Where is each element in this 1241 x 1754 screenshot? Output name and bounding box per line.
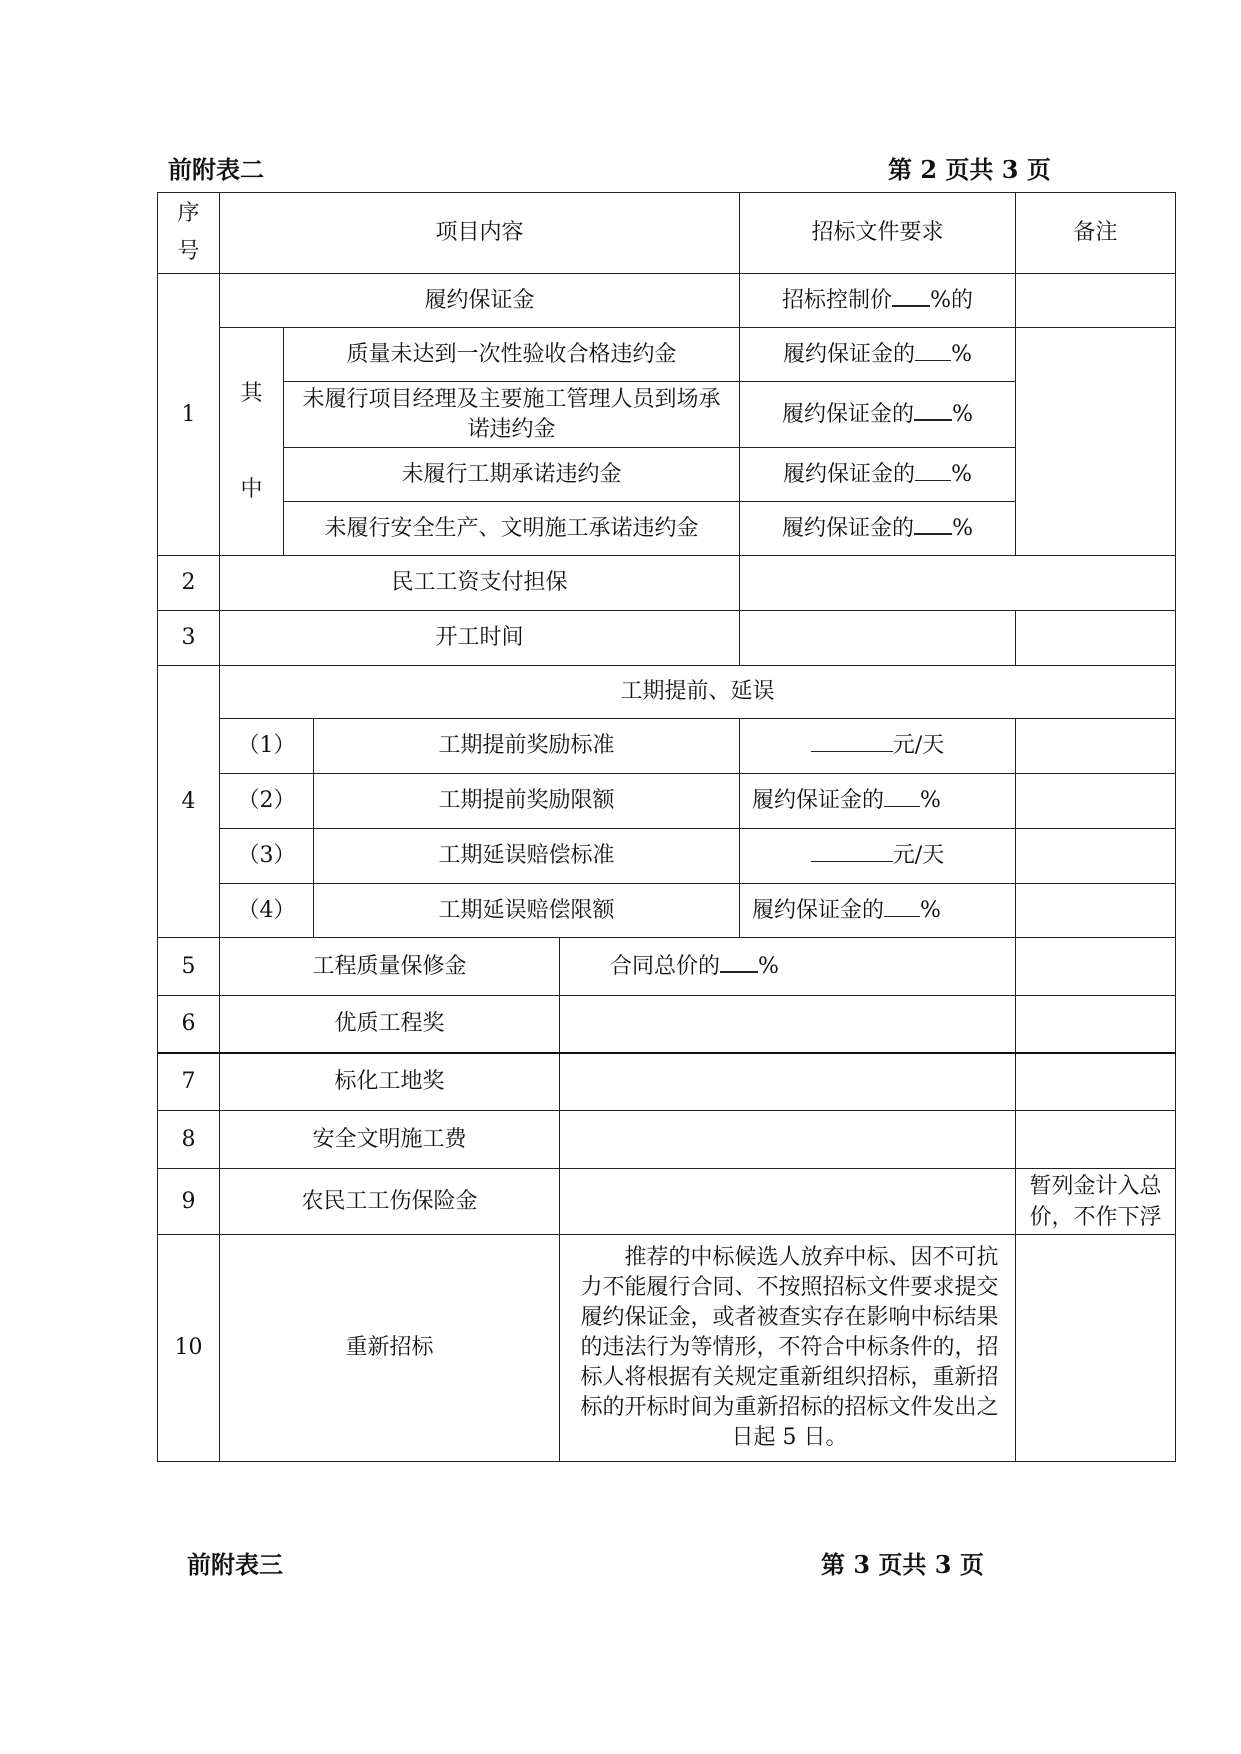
table-caption: 前附表二 [168,155,264,184]
next-table-caption: 前附表三 [187,1550,283,1579]
row7-req [560,1053,1016,1111]
header-note: 备注 [1016,193,1176,274]
row2-item: 民工工资支付担保 [220,556,740,611]
row8-item: 安全文明施工费 [220,1111,560,1169]
row7-seq: 7 [158,1053,220,1111]
row5-req: 合同总价的 % [560,938,1016,996]
row6-seq: 6 [158,996,220,1053]
row5-item: 工程质量保修金 [220,938,560,996]
row4-sub2-req: 履约保证金的 % [740,774,1016,829]
row4-sub3-req: 元/天 [740,829,1016,884]
row2-req [740,556,1176,611]
row4-sub1-note [1016,719,1176,774]
row4-sub2-item: 工期提前奖励限额 [314,774,740,829]
row10-req: 推荐的中标候选人放弃中标、因不可抗力不能履行合同、不按照招标文件要求提交履约保证金，或者被查实存在影响中标结果的违法行为等情形，不符合中标条件的，招标人将根据有关规定重新组织招标，重新招标的开标时间为重新招标的招标文件发出之日起 5 日。 [560,1235,1016,1462]
table-row [158,1235,1176,1462]
row1-sub4-item: 未履行安全生产、文明施工承诺违约金 [284,502,740,556]
row6-req [560,996,1016,1053]
row6-note [1016,996,1176,1053]
row4-title: 工期提前、延误 [220,666,1176,719]
row4-sub4-note [1016,884,1176,938]
table-row [158,274,1176,328]
row3-note [1016,611,1176,666]
row4-sub2-note [1016,774,1176,829]
row7-note [1016,1053,1176,1111]
row1-title-note [1016,274,1176,328]
row6-item: 优质工程奖 [220,996,560,1053]
row1-seq: 1 [158,274,220,556]
row1-sub-label: 其 中 [220,328,284,556]
table-row [158,1169,1176,1235]
row3-req [740,611,1016,666]
row1-sub-note [1016,328,1176,556]
table-row [158,1111,1176,1169]
table-row [158,666,1176,719]
table-header-row [158,193,1176,274]
row4-sub4-item: 工期延误赔偿限额 [314,884,740,938]
row1-sub3-req: 履约保证金的 % [740,448,1016,502]
row4-sub1-no: （1） [220,719,314,774]
table-row [158,719,1176,774]
page-indicator: 第 2 页共 3 页 [888,155,1051,184]
row5-note [1016,938,1176,996]
row3-seq: 3 [158,611,220,666]
row9-item: 农民工工伤保险金 [220,1169,560,1235]
row10-item: 重新招标 [220,1235,560,1462]
row4-sub3-item: 工期延误赔偿标准 [314,829,740,884]
table-row [158,1053,1176,1111]
table-row [158,884,1176,938]
table-row [158,556,1176,611]
row5-seq: 5 [158,938,220,996]
row8-req [560,1111,1016,1169]
row4-sub1-item: 工期提前奖励标准 [314,719,740,774]
table-row [158,774,1176,829]
row10-seq: 10 [158,1235,220,1462]
row10-note [1016,1235,1176,1462]
row4-seq: 4 [158,666,220,938]
row1-sub2-item: 未履行项目经理及主要施工管理人员到场承诺违约金 [284,382,740,448]
row4-sub3-no: （3） [220,829,314,884]
header-req: 招标文件要求 [740,193,1016,274]
row9-seq: 9 [158,1169,220,1235]
row8-note [1016,1111,1176,1169]
table-row [158,996,1176,1053]
row1-sub2-req: 履约保证金的 % [740,382,1016,448]
row1-sub1-item: 质量未达到一次性验收合格违约金 [284,328,740,382]
row4-sub4-no: （4） [220,884,314,938]
row9-req [560,1169,1016,1235]
table-row [158,611,1176,666]
table-row [158,829,1176,884]
table-row [158,328,1176,382]
row4-sub1-req: 元/天 [740,719,1016,774]
row1-sub1-req: 履约保证金的 % [740,328,1016,382]
row7-item: 标化工地奖 [220,1053,560,1111]
row1-title: 履约保证金 [220,274,740,328]
row8-seq: 8 [158,1111,220,1169]
row4-sub3-note [1016,829,1176,884]
row1-sub4-req: 履约保证金的 % [740,502,1016,556]
header-item: 项目内容 [220,193,740,274]
header-seq: 序号 [158,193,220,274]
row1-sub3-item: 未履行工期承诺违约金 [284,448,740,502]
row9-note: 暂列金计入总价，不作下浮 [1016,1169,1176,1235]
row2-seq: 2 [158,556,220,611]
table-row [158,938,1176,996]
row4-sub4-req: 履约保证金的 % [740,884,1016,938]
row4-sub2-no: （2） [220,774,314,829]
next-page-indicator: 第 3 页共 3 页 [821,1550,984,1579]
bid-requirements-table [157,192,1176,1462]
row3-item: 开工时间 [220,611,740,666]
row1-title-req: 招标控制价 %的 [740,274,1016,328]
